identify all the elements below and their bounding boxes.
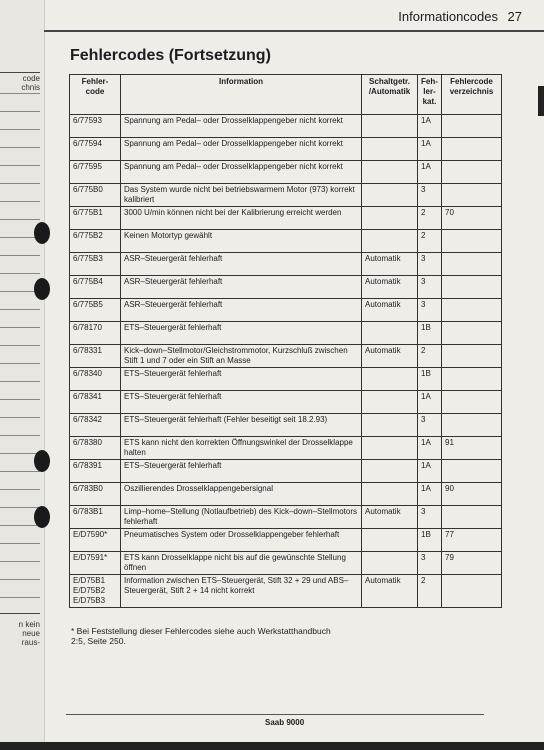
cell-trans <box>362 391 418 414</box>
table-row <box>70 552 502 575</box>
cell-code: 6/78331 <box>70 345 121 368</box>
cell-code: E/D7590* <box>70 529 121 552</box>
cell-verz: 90 <box>442 483 502 506</box>
cell-verz <box>442 506 502 529</box>
table-row <box>70 414 502 437</box>
footer-rule <box>66 714 484 715</box>
col-header-transmission: Schaltgetr. /Automatik <box>362 75 418 115</box>
cell-trans <box>362 368 418 391</box>
table-row <box>70 207 502 230</box>
cell-code: 6/78170 <box>70 322 121 345</box>
cell-kat: 1B <box>418 368 442 391</box>
cell-info: Spannung am Pedal– oder Drosselklappengeber nicht korrekt <box>121 161 362 184</box>
cell-trans: Automatik <box>362 299 418 322</box>
cell-kat: 3 <box>418 299 442 322</box>
cell-info: ASR–Steuergerät fehlerhaft <box>121 299 362 322</box>
cell-kat: 3 <box>418 253 442 276</box>
cell-info: ETS–Steuergerät fehlerhaft <box>121 368 362 391</box>
table-row <box>70 322 502 345</box>
cell-info: Pneumatisches System oder Drosselklappengeber fehlerhaft <box>121 529 362 552</box>
cell-trans: Automatik <box>362 253 418 276</box>
table-row <box>70 529 502 552</box>
cell-verz: 70 <box>442 207 502 230</box>
cell-info: Kick–down–Stellmotor/Gleichstrommotor, Kurzschluß zwischen Stift 1 und 7 oder ein Stift an Masse <box>121 345 362 368</box>
cell-trans <box>362 414 418 437</box>
cell-info: Spannung am Pedal– oder Drosselklappengeber nicht korrekt <box>121 138 362 161</box>
cell-code: 6/775B2 <box>70 230 121 253</box>
cell-info: Oszillierendes Drosselklappengebersignal <box>121 483 362 506</box>
cell-kat: 2 <box>418 345 442 368</box>
cell-kat: 1A <box>418 138 442 161</box>
cell-code: 6/77595 <box>70 161 121 184</box>
cell-kat: 2 <box>418 230 442 253</box>
cell-info: ASR–Steuergerät fehlerhaft <box>121 276 362 299</box>
cell-verz <box>442 368 502 391</box>
cell-verz <box>442 138 502 161</box>
cell-verz <box>442 299 502 322</box>
header-rule <box>44 30 544 32</box>
cell-code: 6/78391 <box>70 460 121 483</box>
cell-trans <box>362 483 418 506</box>
cell-code: E/D7591* <box>70 552 121 575</box>
cell-info: ASR–Steuergerät fehlerhaft <box>121 253 362 276</box>
cell-info: ETS kann nicht den korrekten Öffnungswinkel der Drosselklappe halten <box>121 437 362 460</box>
cell-trans <box>362 184 418 207</box>
cell-code: 6/783B1 <box>70 506 121 529</box>
cell-kat: 1A <box>418 161 442 184</box>
cell-info: Das System wurde nicht bei betriebswarmem Motor (973) korrekt kalibriert <box>121 184 362 207</box>
cell-kat: 1B <box>418 322 442 345</box>
footnote: * Bei Feststellung dieser Fehlercodes siehe auch Werkstatthandbuch 2:5, Seite 250. <box>71 626 331 646</box>
cell-trans <box>362 138 418 161</box>
cell-verz <box>442 184 502 207</box>
col-header-category: Feh- ler- kat. <box>418 75 442 115</box>
table-body <box>70 115 502 608</box>
cell-code: 6/78380 <box>70 437 121 460</box>
cell-verz <box>442 414 502 437</box>
table-row <box>70 391 502 414</box>
cell-kat: 3 <box>418 276 442 299</box>
table-row <box>70 161 502 184</box>
cell-trans <box>362 460 418 483</box>
table-row <box>70 437 502 460</box>
punch-hole-icon <box>34 506 50 528</box>
cell-verz <box>442 391 502 414</box>
scan-edge <box>0 742 544 750</box>
table-row <box>70 230 502 253</box>
punch-hole-icon <box>34 450 50 472</box>
left-page-table-fragment <box>0 72 40 614</box>
left-page-fragment-bottom: n kein neue raus- <box>18 620 40 647</box>
cell-code: 6/78340 <box>70 368 121 391</box>
cell-kat: 1A <box>418 460 442 483</box>
cell-kat: 3 <box>418 184 442 207</box>
cell-kat: 2 <box>418 207 442 230</box>
cell-code: 6/775B5 <box>70 299 121 322</box>
cell-trans <box>362 437 418 460</box>
cell-trans: Automatik <box>362 506 418 529</box>
cell-code: 6/78341 <box>70 391 121 414</box>
cell-trans <box>362 230 418 253</box>
cell-code: 6/775B4 <box>70 276 121 299</box>
cell-trans <box>362 161 418 184</box>
cell-verz <box>442 253 502 276</box>
table-header-row <box>70 75 502 115</box>
cell-code: 6/775B3 <box>70 253 121 276</box>
cell-verz: 79 <box>442 552 502 575</box>
cell-verz <box>442 575 502 608</box>
cell-kat: 3 <box>418 414 442 437</box>
page-title: Fehlercodes (Fortsetzung) <box>70 47 271 64</box>
cell-info: Spannung am Pedal– oder Drosselklappengeber nicht korrekt <box>121 115 362 138</box>
cell-info: ETS–Steuergerät fehlerhaft (Fehler beseitigt seit 18.2.93) <box>121 414 362 437</box>
cell-kat: 1A <box>418 115 442 138</box>
cell-info: ETS–Steuergerät fehlerhaft <box>121 322 362 345</box>
cell-trans: Automatik <box>362 276 418 299</box>
table-row <box>70 184 502 207</box>
cell-verz <box>442 460 502 483</box>
cell-info: Keinen Motortyp gewählt <box>121 230 362 253</box>
col-header-info: Information <box>121 75 362 115</box>
cell-kat: 3 <box>418 552 442 575</box>
cell-trans: Automatik <box>362 575 418 608</box>
punch-hole-icon <box>34 278 50 300</box>
table-row <box>70 506 502 529</box>
table-row <box>70 115 502 138</box>
cell-trans <box>362 322 418 345</box>
cell-kat: 1A <box>418 437 442 460</box>
cell-kat: 1B <box>418 529 442 552</box>
table-row <box>70 253 502 276</box>
footer-model: Saab 9000 <box>265 718 305 727</box>
table-row <box>70 575 502 608</box>
cell-trans <box>362 552 418 575</box>
cell-code: 6/78342 <box>70 414 121 437</box>
cell-code: 6/775B1 <box>70 207 121 230</box>
cell-info: ETS kann Drosselklappe nicht bis auf die gewünschte Stellung öffnen <box>121 552 362 575</box>
cell-verz: 91 <box>442 437 502 460</box>
table-row <box>70 299 502 322</box>
cell-info: Limp–home–Stellung (Notlaufbetrieb) des Kick–down–Stellmotors fehlerhaft <box>121 506 362 529</box>
section-header: Informationcodes <box>398 9 498 24</box>
previous-page-edge <box>0 0 45 750</box>
cell-info: ETS–Steuergerät fehlerhaft <box>121 391 362 414</box>
left-page-fragment-top: code chnis <box>21 74 40 92</box>
cell-trans <box>362 529 418 552</box>
table-row <box>70 368 502 391</box>
cell-verz <box>442 230 502 253</box>
cell-trans: Automatik <box>362 345 418 368</box>
cell-verz <box>442 115 502 138</box>
cell-code: 6/77594 <box>70 138 121 161</box>
cell-verz <box>442 322 502 345</box>
table-row <box>70 276 502 299</box>
cell-kat: 3 <box>418 506 442 529</box>
cell-info: ETS–Steuergerät fehlerhaft <box>121 460 362 483</box>
cell-verz <box>442 276 502 299</box>
table-row <box>70 460 502 483</box>
fault-code-table <box>69 74 502 608</box>
punch-hole-icon <box>34 222 50 244</box>
cell-code: 6/775B0 <box>70 184 121 207</box>
table-row <box>70 483 502 506</box>
cell-info: 3000 U/min können nicht bei der Kalibrierung erreicht werden <box>121 207 362 230</box>
cell-code: 6/77593 <box>70 115 121 138</box>
table-row <box>70 138 502 161</box>
cell-kat: 2 <box>418 575 442 608</box>
cell-verz: 77 <box>442 529 502 552</box>
cell-info: Information zwischen ETS–Steuergerät, Stift 32 + 29 und ABS–Steuergerät, Stift 2 + 14 nicht korrekt <box>121 575 362 608</box>
table-row <box>70 345 502 368</box>
cell-trans <box>362 115 418 138</box>
page-number: 27 <box>507 9 522 24</box>
cell-trans <box>362 207 418 230</box>
cell-code: 6/783B0 <box>70 483 121 506</box>
cell-code: E/D75B1 E/D75B2 E/D75B3 <box>70 575 121 608</box>
cell-kat: 1A <box>418 391 442 414</box>
cell-verz <box>442 345 502 368</box>
thumb-tab-marker <box>538 86 544 116</box>
cell-kat: 1A <box>418 483 442 506</box>
col-header-code: Fehler- code <box>70 75 121 115</box>
col-header-index: Fehlercode verzeichnis <box>442 75 502 115</box>
cell-verz <box>442 161 502 184</box>
